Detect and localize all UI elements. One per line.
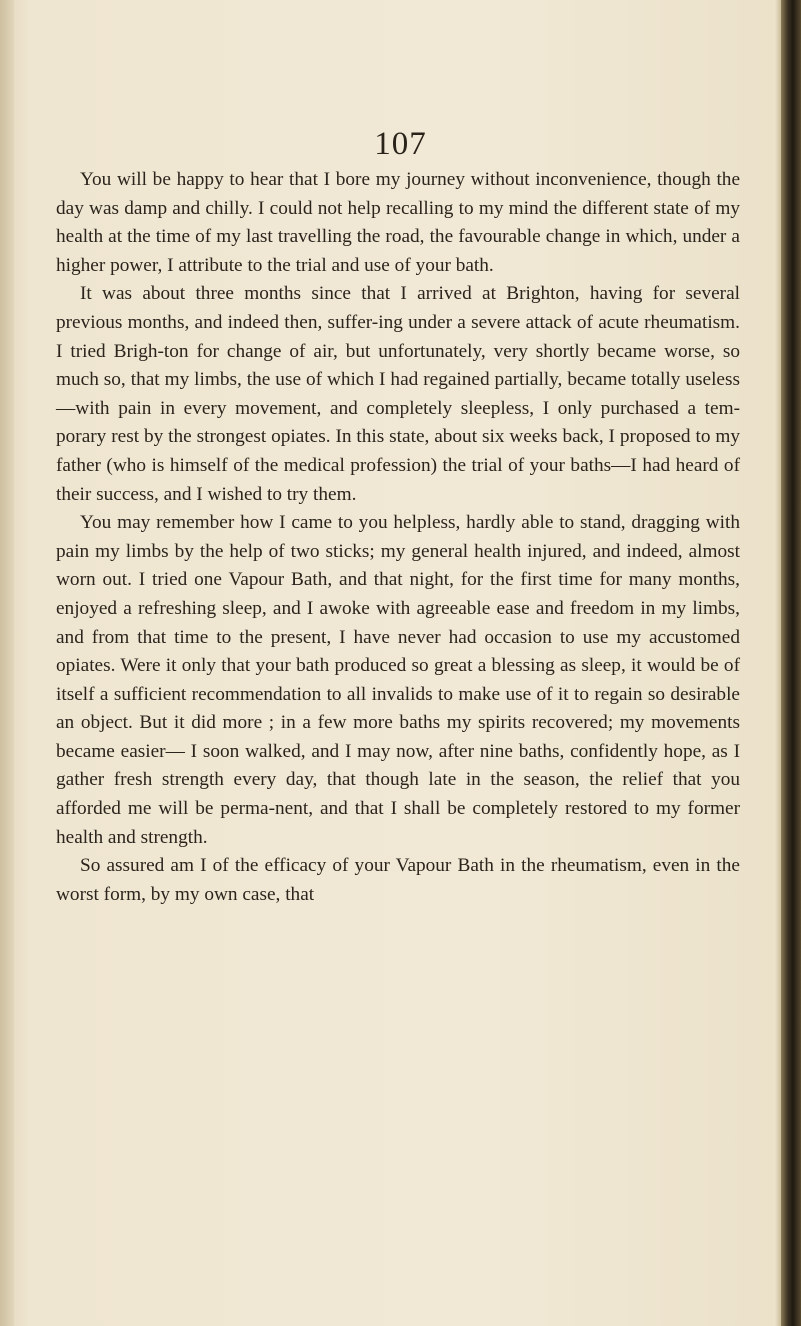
paragraph-4: So assured am I of the efficacy of your Vapour Bath in the rheumatism, even in the worst form, by my own case, that — [56, 855, 740, 905]
book-binding-gutter — [781, 0, 801, 1326]
paragraph-1: You will be happy to hear that I bore my journey without inconvenience, though the day was damp and chilly. I could not help recalling to my mind the different state of my health at the time of my last travelling the road, the favourable change in which, under a higher power, I attribute to the trial and use of your bath. — [56, 169, 740, 276]
paragraph-3: You may remember how I came to you helpless, hardly able to stand, dragging with pain my limbs by the help of two sticks; my general health injured, and indeed, almost worn out. I tried one Vapour Bath, and that night, for the first time for many months, enjoyed a refreshing sleep, and I awoke with agreeable ease and freedom in my limbs, and from that time to the present, I have never had occasion to use my accustomed opiates. Were it only that your bath produced so great a blessing as sleep, it would be of itself a sufficient recommendation to all invalids to make use of it to regain so desirable an object. But it did more ; in a few more baths my spirits recovered; my movements became easier— I soon walked, and I may now, after nine baths, confidently hope, as I gather fresh strength every day, that though late in the season, the relief that you afforded me will be perma-nent, and that I shall be completely restored to my former health and strength. — [56, 512, 740, 848]
paragraph-2: It was about three months since that I arrived at Brighton, having for several previous months, and indeed then, suffer-ing under a severe attack of acute rheumatism. I tried Brigh-ton for change of air, but unfortunately, very shortly became worse, so much so, that my limbs, the use of which I had regained partially, became totally useless—with pain in every movement, and completely sleepless, I only purchased a tem-porary rest by the strongest opiates. In this state, about six weeks back, I proposed to my father (who is himself of the medical profession) the trial of your baths—I had heard of their success, and I wished to try them. — [56, 283, 740, 505]
page-left-edge — [0, 0, 14, 1326]
page-number: 107 — [374, 126, 427, 162]
body-text — [56, 166, 740, 909]
